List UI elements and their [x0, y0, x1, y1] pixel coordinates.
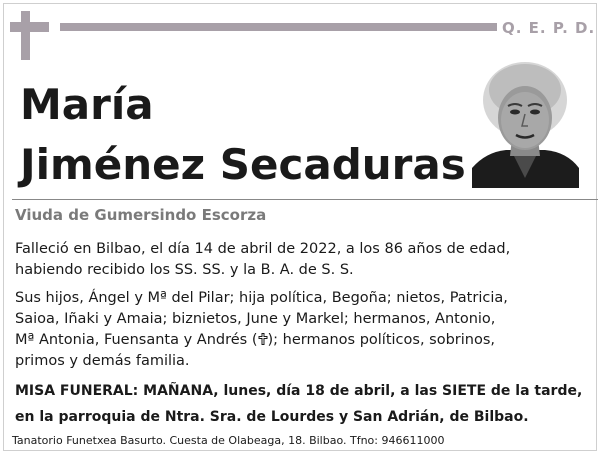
deceased-cross-icon: [258, 333, 268, 345]
deceased-first-name: María: [20, 80, 154, 129]
family-line: primos y demás familia.: [15, 353, 190, 369]
name-divider: [12, 199, 598, 200]
portrait-photo: [472, 60, 579, 188]
qepd-label: Q. E. P. D.: [502, 19, 596, 37]
widow-of-line: Viuda de Gumersindo Escorza: [15, 206, 267, 224]
family-line: [15, 330, 585, 351]
death-line: habiendo recibido los SS. SS. y la B. A. de S. S.: [15, 262, 354, 278]
family-line: Sus hijos, Ángel y Mª del Pilar; hija política, Begoña; nietos, Patricia,: [15, 290, 508, 306]
header-rule: [60, 23, 497, 31]
mass-line: MISA FUNERAL: MAÑANA, lunes, día 18 de abril, a las SIETE de la tarde,: [15, 383, 583, 399]
funeral-mass-info: [15, 378, 590, 430]
mass-line: en la parroquia de Ntra. Sra. de Lourdes y San Adrián, de Bilbao.: [15, 409, 529, 425]
funeral-home-footer: Tanatorio Funetxea Basurto. Cuesta de Olabeaga, 18. Bilbao. Tfno: 946611000: [12, 434, 445, 447]
death-announcement: [15, 239, 585, 281]
family-line: Saioa, Iñaki y Amaia; biznietos, June y Markel; hermanos, Antonio,: [15, 311, 496, 327]
family-list: [15, 288, 585, 372]
death-line: Falleció en Bilbao, el día 14 de abril de 2022, a los 86 años de edad,: [15, 241, 511, 257]
family-line-part: ); hermanos políticos, sobrinos,: [267, 332, 496, 348]
family-line-part: Mª Antonia, Fuensanta y Andrés (: [15, 332, 258, 348]
deceased-surnames: Jiménez Secaduras: [20, 140, 466, 189]
